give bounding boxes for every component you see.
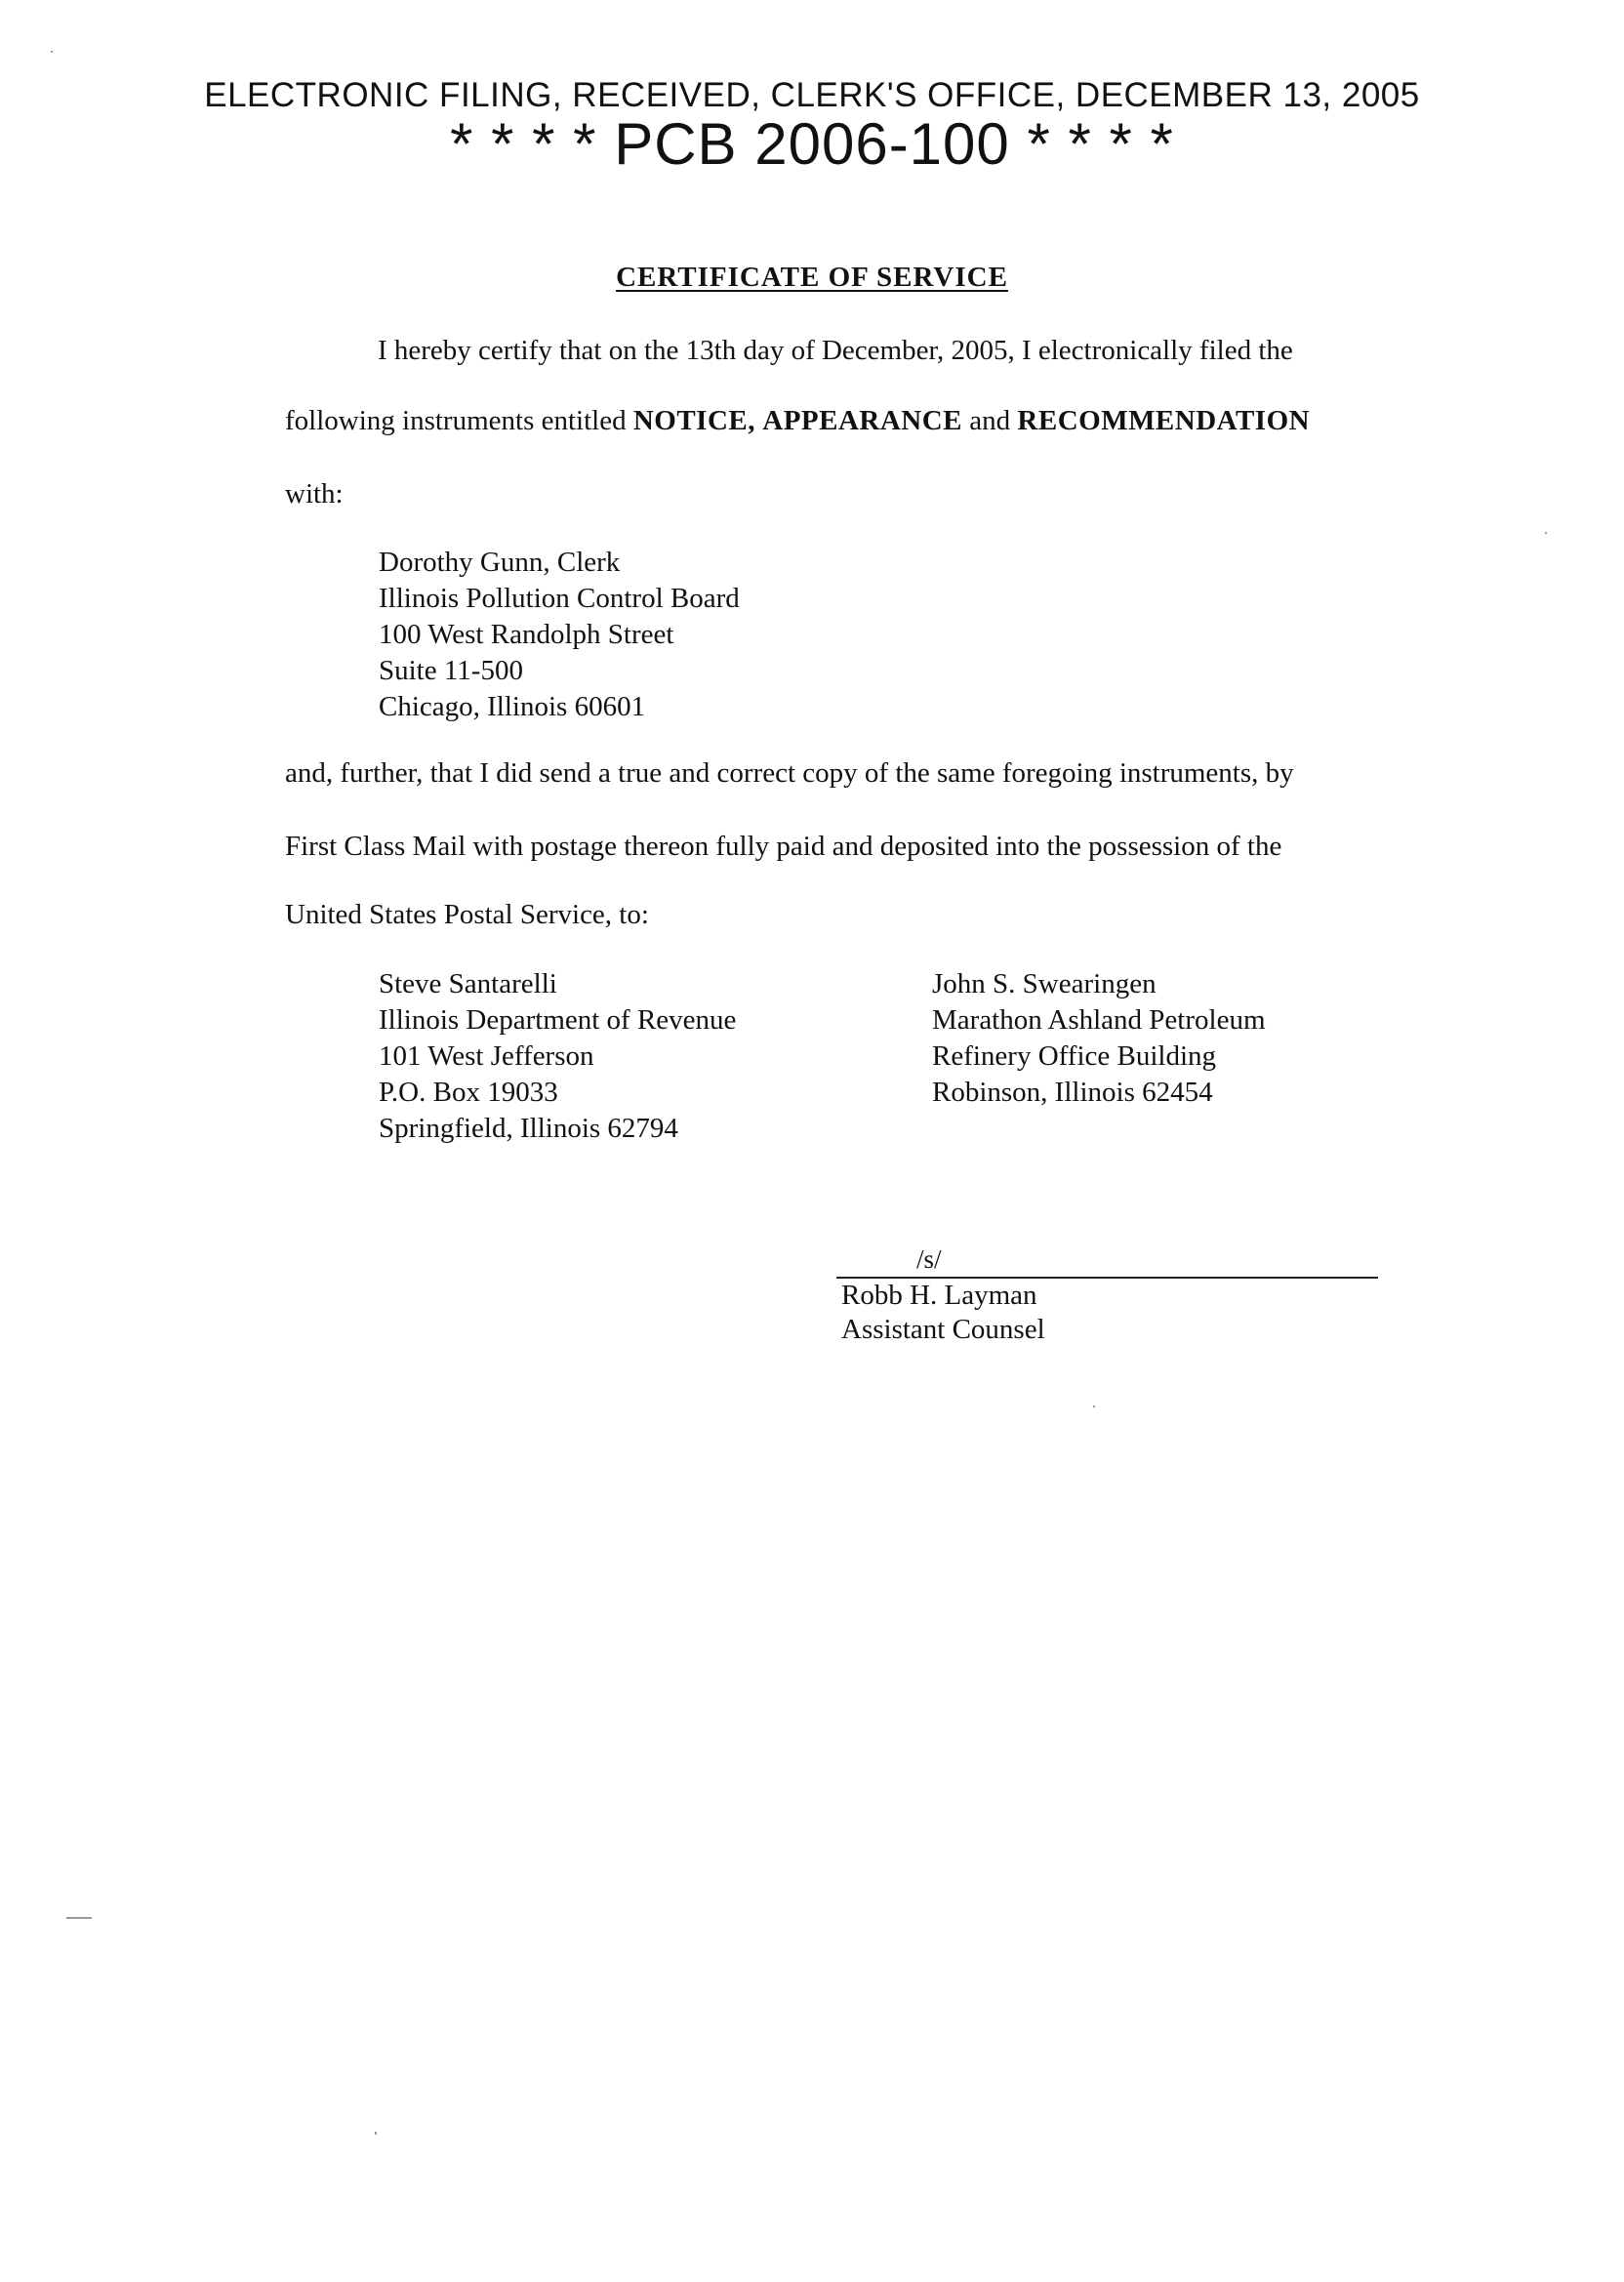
instrument-notice: NOTICE, bbox=[632, 405, 755, 436]
instrument-appearance: APPEARANCE bbox=[762, 405, 963, 436]
certification-line-2-prefix: following instruments entitled bbox=[285, 405, 633, 436]
scan-speck bbox=[375, 2132, 377, 2135]
signer-title: Assistant Counsel bbox=[841, 1314, 1045, 1345]
address-line: Dorothy Gunn, Clerk bbox=[379, 547, 621, 578]
instrument-recommendation: RECOMMENDATION bbox=[1017, 405, 1311, 436]
scan-speck bbox=[1093, 1406, 1095, 1407]
address-line: Robinson, Illinois 62454 bbox=[932, 1077, 1213, 1108]
case-number-stamp: * * * * PCB 2006-100 * * * * bbox=[450, 111, 1174, 177]
signature-line bbox=[836, 1244, 1378, 1279]
address-line: Suite 11-500 bbox=[379, 655, 523, 686]
document-title-text: CERTIFICATE OF SERVICE bbox=[616, 262, 1008, 293]
certification-line-3: with: bbox=[285, 478, 344, 509]
filing-stamp-line: ELECTRONIC FILING, RECEIVED, CLERK'S OFFICE, DECEMBER 13, 2005 bbox=[204, 76, 1420, 114]
recipient-address-santarelli bbox=[379, 966, 736, 1147]
address-line: Marathon Ashland Petroleum bbox=[932, 1004, 1266, 1036]
conjunction-and: and bbox=[969, 405, 1011, 436]
clerk-address-block bbox=[379, 545, 740, 725]
address-line: Illinois Department of Revenue bbox=[379, 1004, 737, 1036]
scan-speck bbox=[1545, 532, 1547, 534]
address-line: Refinery Office Building bbox=[932, 1040, 1217, 1072]
address-line: Steve Santarelli bbox=[379, 968, 557, 999]
service-line-3: United States Postal Service, to: bbox=[285, 899, 649, 930]
document-title bbox=[0, 262, 1624, 294]
signature-block bbox=[841, 1279, 1045, 1347]
service-line-1: and, further, that I did send a true and correct copy of the same foregoing instruments, by bbox=[285, 757, 1294, 789]
scan-mark bbox=[66, 1917, 92, 1919]
recipient-address-swearingen bbox=[932, 966, 1266, 1111]
signer-name: Robb H. Layman bbox=[841, 1280, 1037, 1311]
address-line: Illinois Pollution Control Board bbox=[379, 583, 740, 614]
address-line: 101 West Jefferson bbox=[379, 1040, 594, 1072]
address-line: 100 West Randolph Street bbox=[379, 619, 674, 650]
address-line: John S. Swearingen bbox=[932, 968, 1157, 999]
certification-line-1: I hereby certify that on the 13th day of December, 2005, I electronically filed the bbox=[378, 335, 1293, 366]
electronic-signature-mark: /s/ bbox=[913, 1244, 946, 1275]
certification-line-2 bbox=[285, 405, 1310, 437]
service-line-2: First Class Mail with postage thereon fully paid and deposited into the possession of the bbox=[285, 831, 1282, 862]
address-line: Springfield, Illinois 62794 bbox=[379, 1113, 678, 1144]
scan-speck bbox=[51, 51, 53, 53]
address-line: Chicago, Illinois 60601 bbox=[379, 691, 646, 722]
address-line: P.O. Box 19033 bbox=[379, 1077, 558, 1108]
